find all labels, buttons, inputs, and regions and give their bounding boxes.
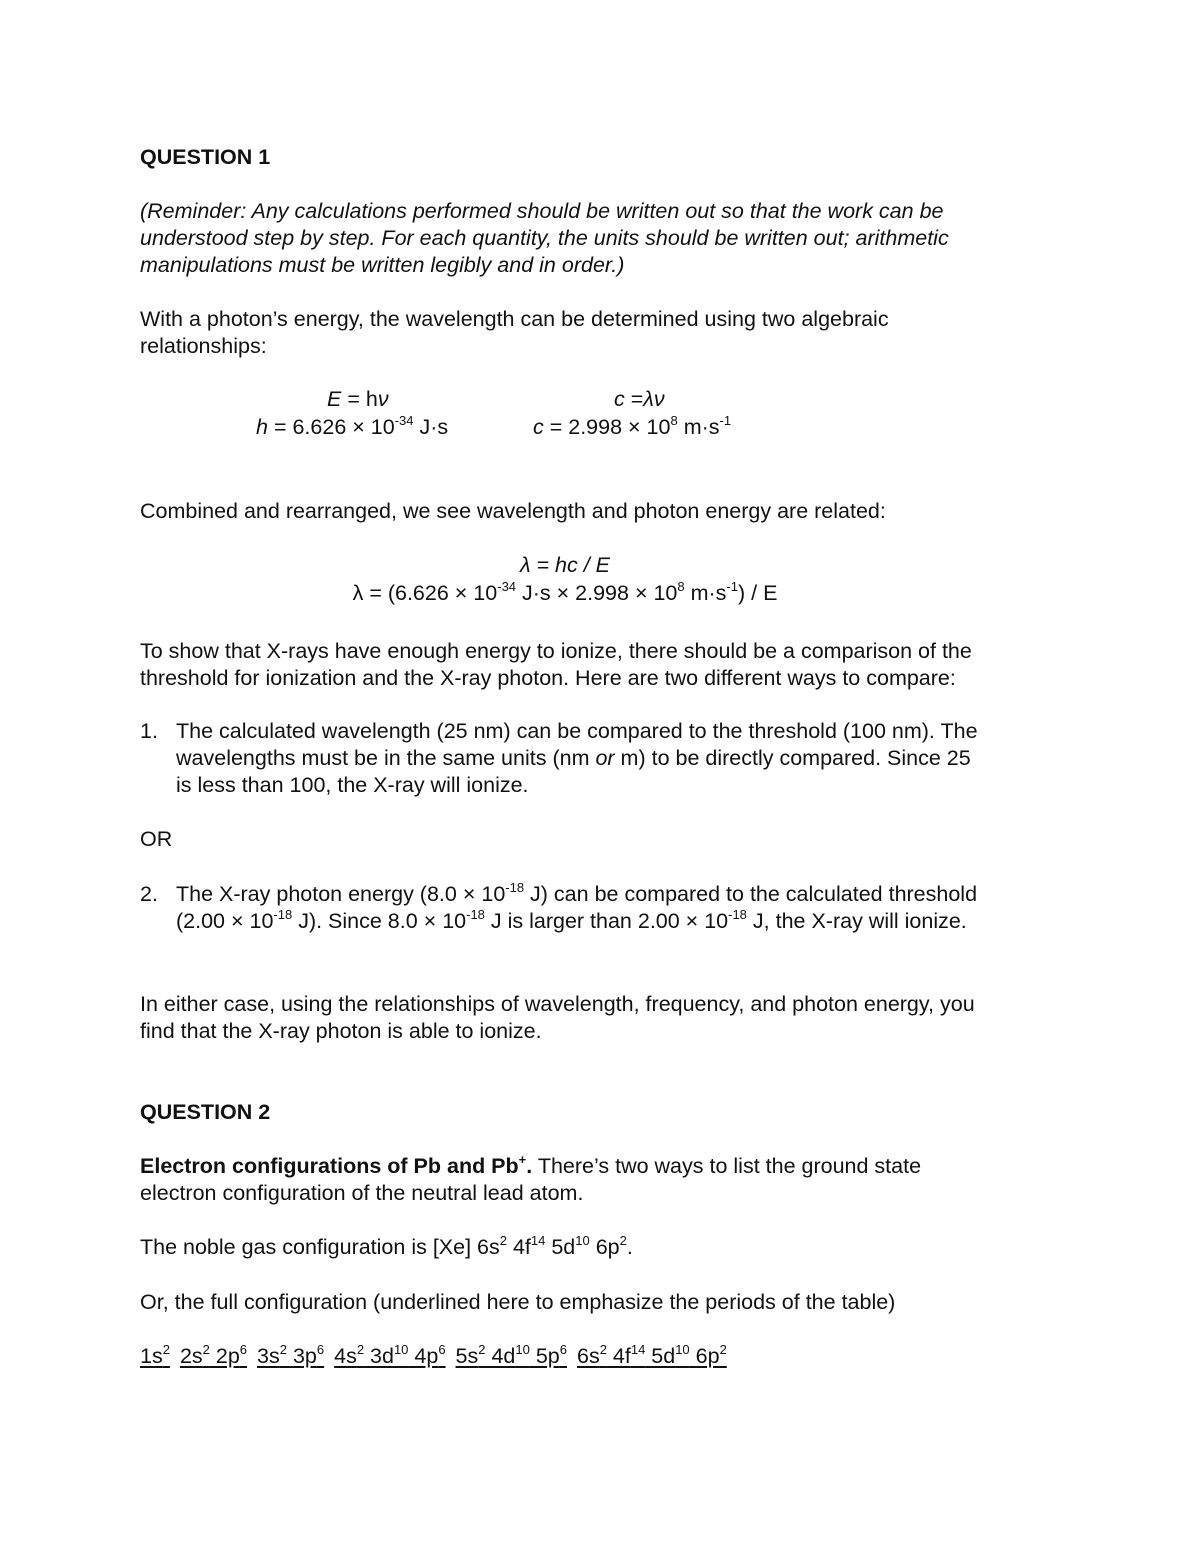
item-1-line-3: is less than 100, the X-ray will ionize.: [176, 773, 529, 797]
noble-end: .: [626, 1235, 633, 1259]
lambda-eq-2-exp-3: -1: [726, 578, 738, 594]
eq-energy-rest: = h: [341, 387, 378, 411]
planck-unit: J·s: [413, 415, 449, 439]
orbital: 3s: [257, 1344, 280, 1368]
list-item-2: [176, 881, 1076, 935]
noble-d: 6p: [589, 1235, 620, 1259]
orbital-electrons: 6: [559, 1341, 567, 1357]
noble-gas-config: [140, 1234, 1070, 1261]
item-2-l2-c: J is larger than 2.00 × 10: [484, 909, 729, 933]
orbital: 4f: [606, 1344, 631, 1368]
orbital-electrons: 14: [630, 1341, 646, 1357]
orbital: 6s: [576, 1344, 600, 1368]
orbital: 4d: [485, 1344, 516, 1368]
light-value: = 2.998 × 10: [543, 415, 671, 439]
symbol-lambda-nu: λν: [643, 387, 665, 411]
full-config-intro: Or, the full configuration (underlined here to emphasize the periods of the table): [140, 1290, 896, 1314]
noble-exp-3: 10: [575, 1232, 590, 1248]
lambda-eq-2-exp-1: -34: [497, 578, 517, 594]
light-unit: m·s: [677, 415, 720, 439]
list-number-2: 2.: [140, 882, 158, 906]
reminder-line-1: (Reminder: Any calculations performed should be written out so that the work can be: [140, 199, 944, 223]
item-1-line-1: The calculated wavelength (25 nm) can be compared to the threshold (100 nm). The: [176, 719, 978, 743]
electron-config-heading: [140, 1151, 533, 1178]
eq-light-rest: =: [624, 387, 644, 411]
item-2-l2-exp-2: -18: [466, 906, 485, 922]
config-period-3: [257, 1341, 325, 1368]
lambda-eq-1: λ = hc / E: [519, 553, 611, 577]
list-item-1: [176, 718, 1076, 799]
orbital: 3p: [286, 1344, 317, 1368]
light-unit-exponent: -1: [719, 412, 732, 428]
symbol-E: E: [327, 387, 342, 411]
intro-line-1: With a photon’s energy, the wavelength can be determined using two algebraic: [140, 307, 889, 331]
intro-line-2: relationships:: [140, 334, 267, 358]
item-2-l1-exp: -18: [505, 879, 525, 895]
orbital-electrons: 2: [719, 1341, 727, 1357]
config-period-1: [140, 1341, 170, 1368]
wavelength-equation-1: [140, 552, 990, 579]
noble-exp-2: 14: [530, 1232, 546, 1248]
item-1-line-2: [176, 745, 1076, 772]
orbital: 6p: [689, 1344, 720, 1368]
item-2-l2-d: J, the X-ray will ionize.: [746, 909, 967, 933]
item-2-l1-b: J) can be compared to the calculated threshold: [524, 882, 978, 906]
intro-paragraph: [140, 306, 1070, 360]
orbital-electrons: 2: [162, 1341, 170, 1357]
symbol-c-2: c: [533, 415, 544, 439]
lambda-eq-2-exp-2: 8: [677, 578, 685, 594]
item-1-line-2-a: wavelengths must be in the same units (nm: [176, 746, 596, 770]
lambda-eq-2-b: J·s × 2.998 × 10: [516, 581, 678, 605]
orbital-electrons: 10: [675, 1341, 690, 1357]
symbol-h: h: [256, 415, 268, 439]
noble-a: The noble gas configuration is [Xe] 6s: [140, 1235, 500, 1259]
item-2-l1-a: The X-ray photon energy (8.0 × 10: [176, 882, 506, 906]
symbol-nu: ν: [377, 387, 389, 411]
heading-plus: +: [518, 1151, 527, 1167]
orbital: 5s: [455, 1344, 479, 1368]
combined-text: Combined and rearranged, we see wavelength and photon energy are related:: [140, 499, 886, 523]
config-period-2: [179, 1341, 248, 1368]
orbital-electrons: 2: [599, 1341, 607, 1357]
item-2-l2-b: J). Since 8.0 × 10: [292, 909, 467, 933]
conclusion-line-1: In either case, using the relationships of wavelength, frequency, and photon energy, you: [140, 992, 975, 1016]
orbital: 3d: [364, 1344, 394, 1368]
planck-value: = 6.626 × 10: [267, 415, 395, 439]
heading-dot: .: [526, 1154, 533, 1178]
item-1-line-2-b: m) to be directly compared. Since 25: [614, 746, 971, 770]
noble-c: 5d: [545, 1235, 576, 1259]
orbital: 2p: [209, 1344, 240, 1368]
equation-light-speed: [614, 386, 665, 413]
item-2-l2-exp-3: -18: [728, 906, 747, 922]
orbital: 5p: [529, 1344, 560, 1368]
reminder-text: [140, 198, 1070, 279]
comparison-line-2: threshold for ionization and the X-ray photon. Here are two different ways to compare:: [140, 666, 956, 690]
electron-config-rest: There’s two ways to list the ground state: [532, 1154, 922, 1178]
electron-config-line-2: electron configuration of the neutral lead atom.: [140, 1181, 584, 1205]
orbital-electrons: 2: [202, 1341, 210, 1357]
item-2-l2-exp-1: -18: [273, 906, 293, 922]
orbital-electrons: 10: [393, 1341, 409, 1357]
reminder-line-3: manipulations must be written legibly and in order.): [140, 253, 625, 277]
full-configuration: [140, 1343, 1070, 1370]
lambda-eq-2-a: λ = (6.626 × 10: [352, 581, 498, 605]
conclusion-line-2: find that the X-ray photon is able to ionize.: [140, 1019, 542, 1043]
config-period-5: [455, 1341, 567, 1368]
light-exponent: 8: [670, 412, 678, 428]
question-2-title: QUESTION 2: [140, 1100, 271, 1124]
item-1-or: or: [595, 746, 615, 770]
orbital: 5d: [645, 1344, 676, 1368]
item-2-line-2: [176, 908, 1076, 935]
orbital-electrons: 2: [356, 1341, 365, 1357]
or-separator: OR: [140, 827, 173, 851]
electron-config-line-1: [140, 1153, 1070, 1180]
item-2-l2-a: (2.00 × 10: [176, 909, 274, 933]
list-number-1: 1.: [140, 719, 158, 743]
orbital-electrons: 6: [438, 1341, 446, 1357]
orbital: 4p: [408, 1344, 439, 1368]
reminder-line-2: understood step by step. For each quantity, the units should be written out; arithmetic: [140, 226, 949, 250]
noble-b: 4f: [506, 1235, 531, 1259]
config-period-6: [576, 1341, 727, 1368]
planck-constant: [256, 414, 448, 441]
planck-exponent: -34: [394, 412, 414, 428]
orbital: 1s: [140, 1344, 163, 1368]
orbital-electrons: 10: [515, 1341, 530, 1357]
comparison-line-1: To show that X-rays have enough energy to ionize, there should be a comparison of the: [140, 639, 972, 663]
conclusion-paragraph: [140, 991, 1070, 1045]
orbital: 4s: [334, 1344, 357, 1368]
comparison-intro: [140, 638, 1070, 692]
noble-exp-1: 2: [499, 1232, 507, 1248]
lambda-eq-2-c: m·s: [684, 581, 727, 605]
lambda-eq-2-d: ) / E: [737, 581, 778, 605]
symbol-c: c: [614, 387, 625, 411]
item-2-line-1: [176, 881, 1076, 908]
orbital-electrons: 2: [279, 1341, 287, 1357]
heading-text: Electron configurations of Pb and Pb: [140, 1154, 519, 1178]
electron-config-intro: [140, 1153, 1070, 1207]
question-1-title: QUESTION 1: [140, 145, 271, 169]
speed-of-light-constant: [533, 414, 731, 441]
equation-energy: [327, 386, 389, 413]
noble-exp-4: 2: [619, 1232, 627, 1248]
orbital: 2s: [179, 1344, 203, 1368]
orbital-electrons: 2: [478, 1341, 486, 1357]
config-period-4: [334, 1341, 446, 1368]
orbital-electrons: 6: [239, 1341, 248, 1357]
orbital-electrons: 6: [316, 1341, 325, 1357]
wavelength-equation-2: [140, 580, 990, 607]
